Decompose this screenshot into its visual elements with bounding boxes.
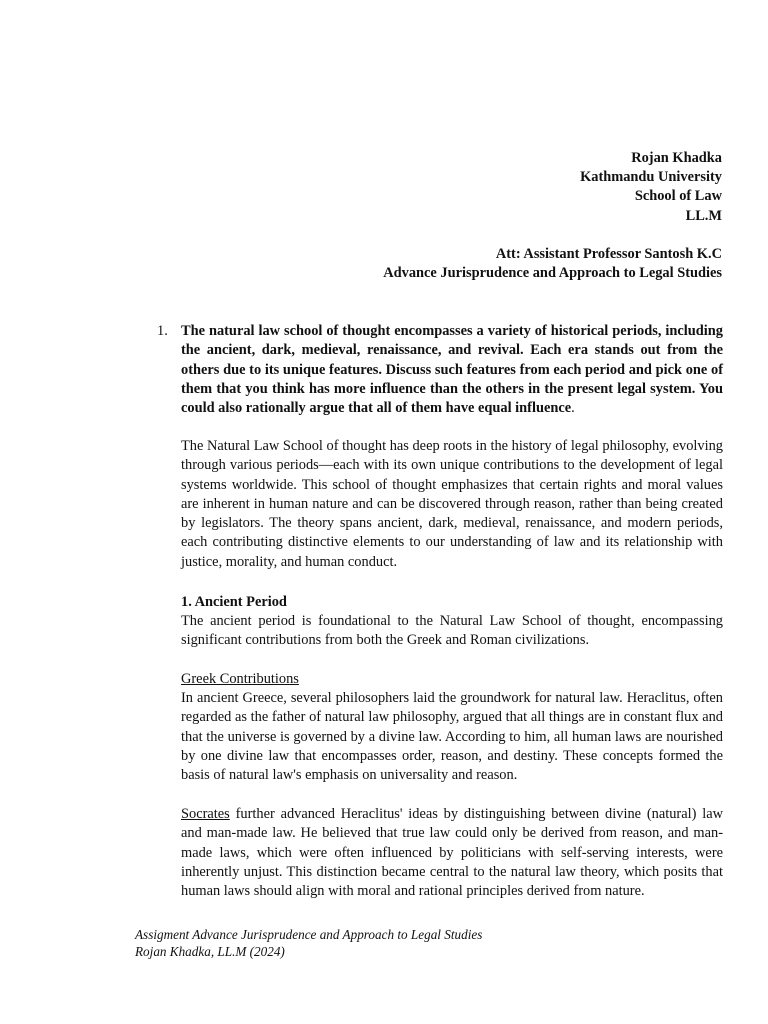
question-text-tail: . — [571, 400, 575, 417]
section-heading: 1. Ancient Period — [181, 594, 287, 610]
socrates-text: further advanced Heraclitus' ideas by distinguishing between divine (natural) law and man-made law. He believed that true law could only be derived from reason, and man-made laws, which were often influenced by politicians with self-serving interests, were inherently unjust. This distinction became central to the natural law theory, which posits that human laws should align with moral and rational principles derived from nature. — [181, 806, 723, 900]
question-number: 1. — [157, 323, 168, 339]
greek-paragraph: In ancient Greece, several philosophers laid the groundwork for natural law. Heraclitus, often regarded as the father of natural law philosophy, argued that all things are in constant flux and that the universe is governed by a divine law. According to him, all human laws are nourished by one divine law that encompasses order, reason, and destiny. These concepts formed the basis of natural law's emphasis on universality and reason. — [181, 690, 723, 784]
question-block — [157, 322, 723, 418]
socrates-name: Socrates — [181, 806, 230, 822]
footer-line-2: Rojan Khadka, LL.M (2024) — [135, 944, 285, 959]
question-text-bold: The natural law school of thought encompasses a variety of historical periods, including the ancient, dark, medieval, renaissance, and revival. Each era stands out from the others due to its unique features. Discuss such features from each period and pick one of them that you think has more influence than the others in the present legal system. You could also rationally argue that all of them have equal influence — [181, 323, 723, 417]
socrates-paragraph — [181, 805, 723, 901]
question-text — [181, 322, 723, 418]
author-name: Rojan Khadka — [631, 150, 722, 166]
course-title: Advance Jurisprudence and Approach to Legal Studies — [383, 265, 722, 282]
attention-line: Att: Assistant Professor Santosh K.C — [495, 246, 722, 262]
author-header — [383, 149, 722, 283]
university-name: Kathmandu University — [580, 169, 722, 186]
degree-name: LL.M — [685, 207, 722, 224]
greek-subheading: Greek Contributions — [181, 671, 299, 687]
section-paragraph: The ancient period is foundational to the Natural Law School of thought, encompassing significant contributions from both the Greek and Roman civilizations. — [181, 613, 723, 649]
school-name: School of Law — [634, 188, 722, 205]
intro-paragraph: The Natural Law School of thought has deep roots in the history of legal philosophy, evolving through various periods—each with its own unique contributions to the development of legal systems worldwide. This school of thought emphasizes that certain rights and moral values are inherent in human nature and can be discovered through reason, rather than being created by legislators. The theory spans ancient, dark, medieval, renaissance, and modern periods, each contributing distinctive elements to our understanding of law and its relationship with justice, morality, and human conduct. — [181, 438, 723, 570]
page-footer — [135, 926, 482, 960]
footer-line-1: Assigment Advance Jurisprudence and Approach to Legal Studies — [135, 927, 483, 942]
